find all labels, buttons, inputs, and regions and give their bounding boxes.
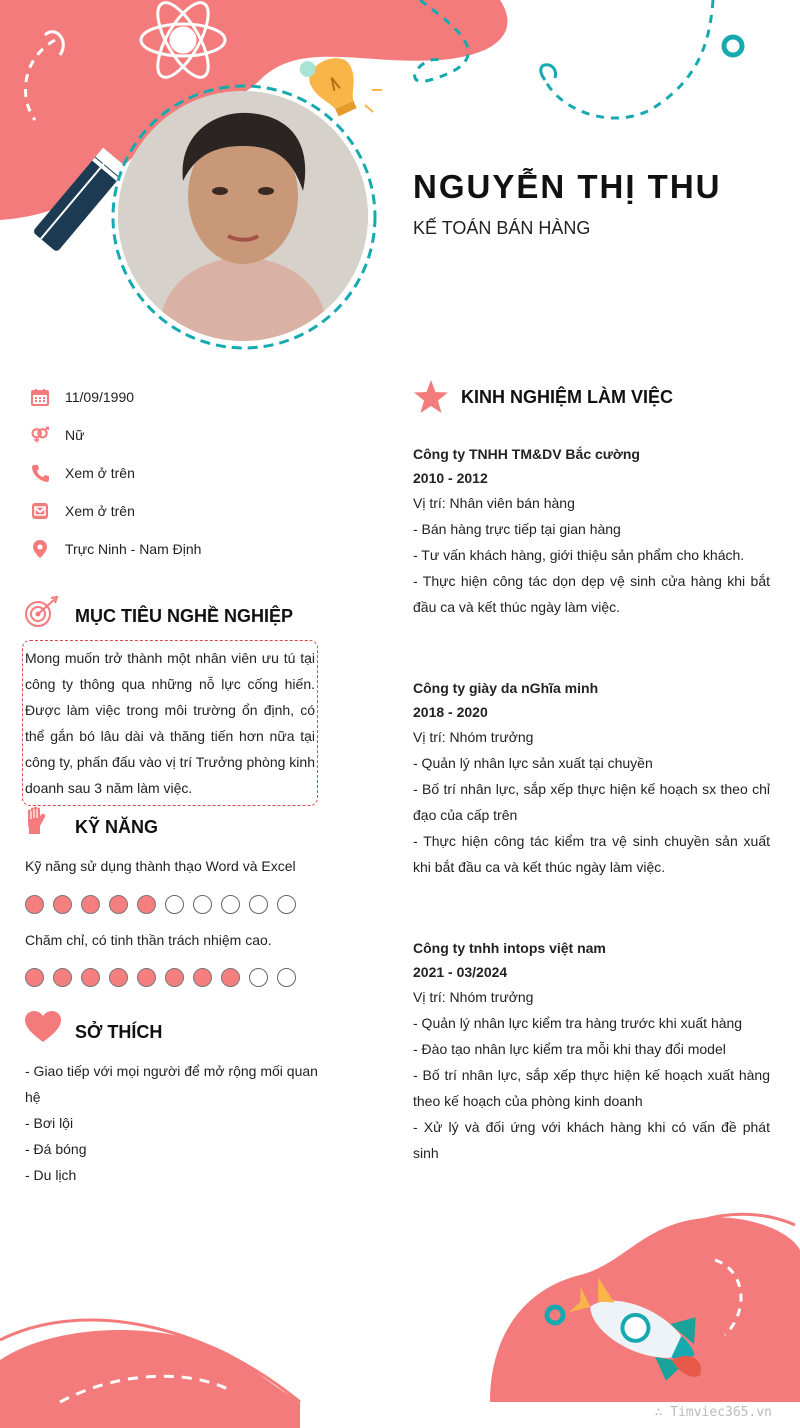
company-name: Công ty TNHH TM&DV Bắc cường (413, 446, 640, 462)
work-period: 2018 - 2020 (413, 704, 488, 720)
experience-line: Vị trí: Nhóm trưởng (413, 729, 534, 745)
experience-item (413, 676, 770, 880)
phone-value: Xem ở trên (65, 465, 135, 481)
location-pin-icon (30, 539, 50, 559)
rating-dot-empty (193, 895, 212, 914)
rating-dot-filled (81, 968, 100, 987)
rating-dot-filled (137, 895, 156, 914)
hobbies-list (25, 1058, 325, 1188)
objective-title: MỤC TIÊU NGHỀ NGHIỆP (75, 606, 294, 626)
birthday-row (30, 385, 134, 409)
experience-line: - Xử lý và đối ứng với khách hàng khi có vấn đề phát sinh (413, 1119, 770, 1161)
address-row (30, 537, 201, 561)
experience-line: Vị trí: Nhân viên bán hàng (413, 495, 575, 511)
experience-line: - Quản lý nhân lực kiểm tra hàng trước khi xuất hàng (413, 1015, 743, 1031)
hobby-item: - Bơi lội (25, 1115, 74, 1131)
hobby-item: - Du lịch (25, 1167, 77, 1183)
rating-dot-filled (81, 895, 100, 914)
experience-item (413, 936, 770, 1166)
skill-label: Kỹ năng sử dụng thành thạo Word và Excel (25, 858, 296, 874)
company-name: Công ty giày da nGhĩa minh (413, 680, 599, 696)
rating-dot-empty (277, 895, 296, 914)
gender-value: Nữ (65, 427, 85, 443)
rating-dot-filled (109, 968, 128, 987)
skill-label: Chăm chỉ, có tinh thần trách nhiệm cao. (25, 932, 272, 948)
full-name: NGUYỄN THỊ THU (413, 168, 722, 205)
rating-dot-filled (165, 968, 184, 987)
experience-line: - Tư vấn khách hàng, giới thiệu sản phẩm cho khách. (413, 547, 745, 563)
experience-line: - Thực hiện công tác kiểm tra vệ sinh chuyền sản xuất khi bắt đầu ca và kết thúc ngày làm việc. (413, 833, 770, 875)
experience-line: - Đào tạo nhân lực kiểm tra mỗi khi thay đổi model (413, 1041, 726, 1057)
gender-icon (30, 425, 50, 445)
hand-icon (25, 806, 47, 841)
rating-dot-filled (25, 895, 44, 914)
rating-dot-filled (25, 968, 44, 987)
experience-title: KINH NGHIỆM LÀM VIỆC (461, 387, 674, 407)
company-name: Công ty tnhh intops việt nam (413, 940, 606, 956)
calendar-icon (30, 387, 50, 407)
rating-dot-filled (221, 968, 240, 987)
watermark: ∴ Timviec365.vn (654, 1405, 772, 1420)
rating-dot-empty (249, 968, 268, 987)
experience-line: - Bố trí nhân lực, sắp xếp thực hiện kế hoạch xuất hàng theo kế hoạch của phòng kinh doanh (413, 1067, 770, 1109)
rating-dot-filled (109, 895, 128, 914)
hobby-item: - Giao tiếp với mọi người để mở rộng mối quan hệ (25, 1063, 318, 1105)
rating-dot-empty (249, 895, 268, 914)
rating-dot-empty (165, 895, 184, 914)
hobbies-title: SỞ THÍCH (75, 1022, 163, 1042)
skills-title: KỸ NĂNG (75, 817, 159, 837)
experience-line: Vị trí: Nhóm trưởng (413, 989, 534, 1005)
rating-dot-empty (277, 968, 296, 987)
objective-text: Mong muốn trở thành một nhân viên ưu tú tại công ty thông qua những nỗ lực cống hiến. Được làm việc trong môi trường ổn định, có thể gắn bó lâu dài và thăng tiến hơn nữa tại công ty, phấn đấu vào vị trí Trưởng phòng kinh doanh sau 3 năm làm việc. (22, 640, 318, 806)
heart-icon (25, 1011, 61, 1048)
watermark-text: Timviec365.vn (670, 1405, 772, 1420)
rating-dot-empty (221, 895, 240, 914)
work-period: 2010 - 2012 (413, 470, 488, 486)
experience-line: - Quản lý nhân lực sản xuất tại chuyền (413, 755, 653, 771)
footer-decoration (0, 1190, 800, 1428)
experience-item (413, 442, 770, 620)
experience-line: - Bố trí nhân lực, sắp xếp thực hiện kế hoạch sx theo chỉ đạo của cấp trên (413, 781, 770, 823)
birthday-value: 11/09/1990 (65, 389, 135, 405)
profile-photo (118, 91, 368, 341)
target-icon (25, 596, 59, 633)
rating-dot-filled (53, 968, 72, 987)
profile-photo-frame (110, 83, 378, 351)
experience-line: - Bán hàng trực tiếp tại gian hàng (413, 521, 621, 537)
skill-rating (25, 895, 296, 914)
gender-row (30, 423, 84, 447)
experience-line: - Thực hiện công tác dọn dẹp vệ sinh cửa hàng khi bắt đầu ca và kết thúc ngày làm việc. (413, 573, 770, 615)
hobby-item: - Đá bóng (25, 1141, 87, 1157)
address-value: Trực Ninh - Nam Định (65, 541, 202, 557)
rating-dot-filled (137, 968, 156, 987)
email-row (30, 499, 135, 523)
job-title: KẾ TOÁN BÁN HÀNG (413, 218, 591, 238)
rating-dot-filled (53, 895, 72, 914)
phone-row (30, 461, 135, 485)
email-value: Xem ở trên (65, 503, 135, 519)
star-icon (413, 380, 449, 419)
phone-icon (30, 463, 50, 483)
work-period: 2021 - 03/2024 (413, 964, 508, 980)
email-icon (30, 501, 50, 521)
rating-dot-filled (193, 968, 212, 987)
skill-rating (25, 968, 296, 987)
